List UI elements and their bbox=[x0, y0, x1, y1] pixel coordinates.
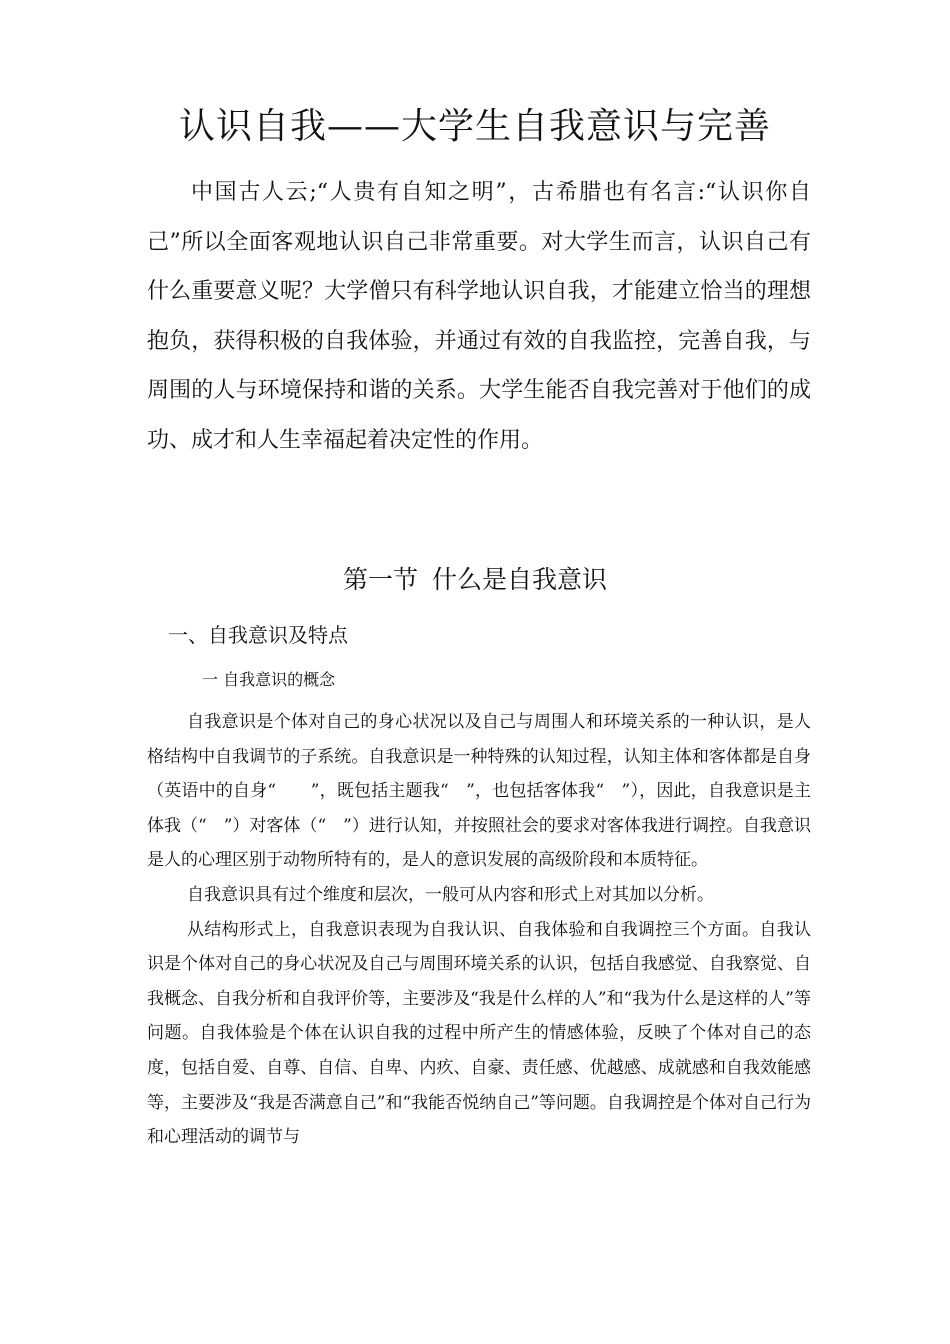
subheading: 一、自我意识及特点 bbox=[168, 623, 348, 647]
sub-subheading: 一 自我意识的概念 bbox=[202, 670, 336, 689]
section-title: 什么是自我意识 bbox=[432, 565, 608, 594]
intro-paragraph: 中国古人云;“人贵有自知之明”，古希腊也有名言:“认识你自己”所以全面客观地认识自己非常重要。对大学生而言，认识自己有什么重要意义呢？大学僧只有科学地认识自我，才能建立恰当的理想抱负，获得积极的自我体验，并通过有效的自我监控，完善自我，与周围的人与环境保持和谐的关系。大学生能否自我完善对于他们的成功、成才和人生幸福起着决定性的作用。 bbox=[147, 180, 811, 453]
body-paragraph: 自我意识具有过个维度和层次，一般可从内容和形式上对其加以分析。 bbox=[187, 884, 714, 905]
body-text bbox=[147, 705, 811, 1155]
section-number: 第一节 bbox=[342, 565, 418, 594]
body-paragraph: 自我意识是个体对自己的身心状况以及自己与周围人和环境关系的一种认识，是人格结构中自我调节的子系统。自我意识是一种特殊的认知过程，认知主体和客体都是自身（英语中的自身“ ”，既包括主题我“ ”，也包括客体我“ ”），因此，自我意识是主体我（“ ”）对客体（“ ”）进行认知，并按照社会的要求对客体我进行调控。自我意识是人的心理区别于动物所特有的，是人的意识发展的高级阶段和本质特征。 bbox=[147, 712, 811, 871]
document-title: 认识自我——大学生自我意识与完善 bbox=[178, 106, 771, 147]
body-paragraph: 从结构形式上，自我意识表现为自我认识、自我体验和自我调控三个方面。自我认识是个体对自己的身心状况及自己与周围环境关系的认识，包括自我感觉、自我察觉、自我概念、自我分析和自我评价等，主要涉及“我是什么样的人”和“我为什么是这样的人”等问题。自我体验是个体在认识自我的过程中所产生的情感体验，反映了个体对自己的态度，包括自爱、自尊、自信、自卑、内疚、自豪、责任感、优越感、成就感和自我效能感等，主要涉及“我是否满意自己”和“我能否悦纳自己”等问题。自我调控是个体对自己行为和心理活动的调节与 bbox=[147, 919, 811, 1148]
section-heading bbox=[0, 560, 950, 600]
